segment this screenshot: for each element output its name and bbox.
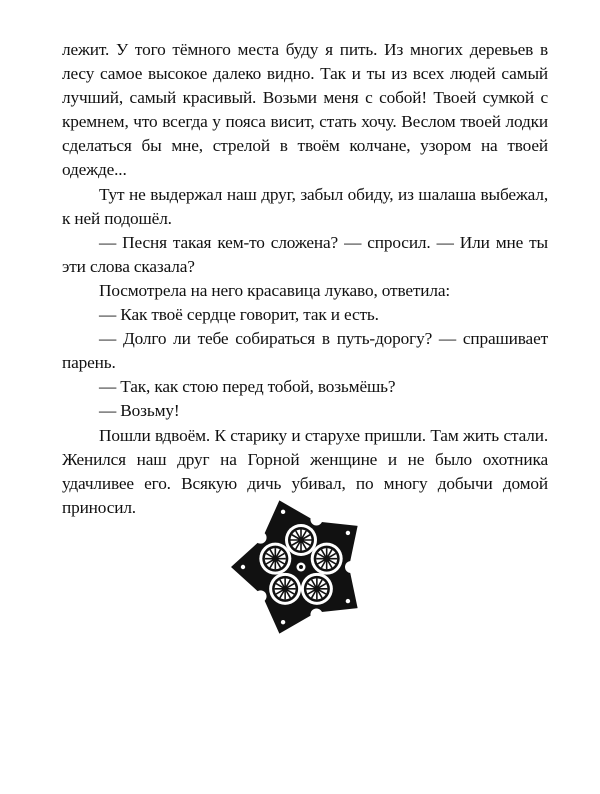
ornament-hub bbox=[324, 556, 330, 562]
ornament-hub bbox=[314, 586, 320, 592]
ornament-notch bbox=[255, 532, 267, 544]
paragraph-9: Пошли вдвоём. К старику и старухе пришли. Там жить стали. Женился наш друг на Горной женщине и не было охотника удачливее его. Всякую дичь убивал, по многу добычи домой приносил. bbox=[62, 425, 548, 517]
page-text bbox=[62, 38, 548, 520]
paragraph-1: лежит. У того тёмного места буду я пить. Из многих деревьев в лесу самое высокое далеко видно. Так и ты из всех людей самый лучший, самый красивый. Возьми меня с собой! Твоей сумкой с кремнем, что всегда у пояса висит, стать хочу. Веслом твоей лодки сделаться бы мне, стрелой в твоём колчане, узором на твоей одежде... bbox=[62, 40, 548, 180]
ornament-tip-dot bbox=[346, 531, 350, 535]
paragraph-3: — Песня такая кем-то сложена? — спросил. — Или мне ты эти слова сказала? bbox=[62, 232, 548, 276]
ornament-tip-dot bbox=[241, 565, 245, 569]
paragraph-2: Тут не выдержал наш друг, забыл обиду, из шалаша выбежал, к ней подошёл. bbox=[62, 184, 548, 228]
ornament-notch bbox=[310, 609, 322, 621]
ornament-notch bbox=[310, 513, 322, 525]
ornament-notch bbox=[255, 590, 267, 602]
ornament-tip-dot bbox=[281, 510, 285, 514]
paragraph-7: — Так, как стою перед тобой, возьмёшь? bbox=[99, 377, 396, 397]
ornament-graphic bbox=[228, 494, 374, 640]
ornament-notch bbox=[345, 561, 357, 573]
paragraph-8: — Возьму! bbox=[99, 401, 180, 421]
rosette-ornament-icon bbox=[228, 494, 374, 640]
ornament-hub bbox=[298, 537, 304, 543]
paragraph-4: Посмотрела на него красавица лукаво, ответила: bbox=[99, 280, 451, 300]
ornament-center-dot bbox=[299, 565, 303, 569]
paragraph-6: — Долго ли тебе собираться в путь-дорогу? — спрашивает парень. bbox=[62, 329, 548, 373]
ornament-hub bbox=[282, 586, 288, 592]
ornament-hub bbox=[272, 556, 278, 562]
ornament-tip-dot bbox=[281, 620, 285, 624]
ornament-tip-dot bbox=[346, 599, 350, 603]
paragraph-5: — Как твоё сердце говорит, так и есть. bbox=[99, 305, 379, 325]
